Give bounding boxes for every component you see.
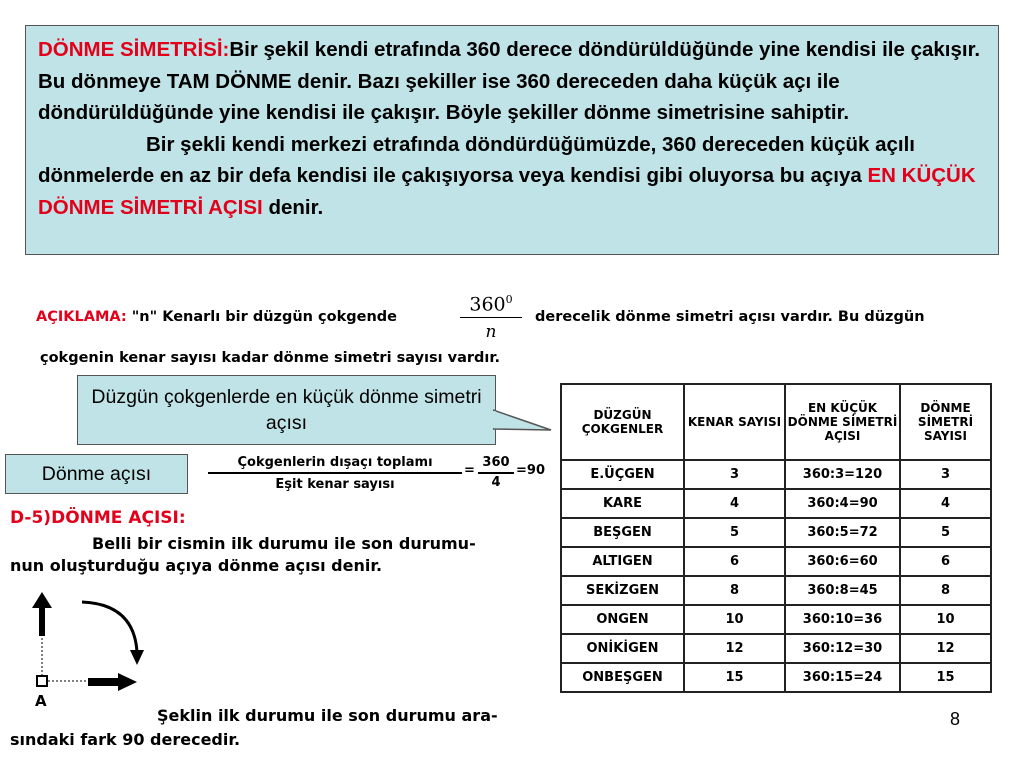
arrow-right-icon — [88, 673, 137, 691]
table-cell: 6 — [684, 547, 785, 576]
table-row — [561, 605, 991, 634]
table-cell: 360:10=36 — [785, 605, 900, 634]
fraction-numerator: $360^0$ — [469, 293, 513, 316]
formula-bar-2 — [478, 472, 514, 474]
table-cell: 5 — [684, 518, 785, 547]
table-cell: ALTIGEN — [561, 547, 684, 576]
header-polygons: DÜZGÜN ÇOKGENLER — [561, 384, 684, 460]
table-row — [561, 663, 991, 692]
section-line-4: sındaki fark 90 derecedir. — [10, 730, 241, 749]
table-cell: 5 — [900, 518, 991, 547]
table-cell: 360:15=24 — [785, 663, 900, 692]
definition-text-end: denir. — [268, 195, 324, 219]
table-cell: ONBEŞGEN — [561, 663, 684, 692]
arrow-up-icon — [32, 592, 52, 636]
definition-paragraph-1 — [38, 34, 988, 129]
table-cell: 15 — [684, 663, 785, 692]
table-row — [561, 460, 991, 489]
table-cell: 4 — [900, 489, 991, 518]
point-square — [37, 676, 47, 686]
table-row — [561, 489, 991, 518]
degree-superscript: 0 — [505, 293, 513, 306]
header-symmetry-count: DÖNME SİMETRİ SAYISI — [900, 384, 991, 460]
fraction-bar — [460, 317, 522, 318]
table-row — [561, 634, 991, 663]
explanation-fraction — [460, 285, 522, 343]
table-cell: 3 — [900, 460, 991, 489]
table-cell: 8 — [900, 576, 991, 605]
section-line-3: Şeklin ilk durumu ile son durumu ara- — [157, 706, 498, 725]
table-cell: KARE — [561, 489, 684, 518]
table-cell: 360:3=120 — [785, 460, 900, 489]
fraction-denominator: n — [485, 322, 497, 342]
table-cell: 8 — [684, 576, 785, 605]
table-cell: 12 — [900, 634, 991, 663]
table-row — [561, 518, 991, 547]
point-label: A — [35, 692, 47, 710]
curve-arrow-head-icon — [130, 650, 144, 665]
table-cell: 10 — [900, 605, 991, 634]
table-header-row — [561, 384, 991, 460]
section-title: D-5)DÖNME AÇISI: — [10, 508, 186, 528]
page-number: 8 — [950, 709, 961, 729]
table-cell: 3 — [684, 460, 785, 489]
table-cell: ONGEN — [561, 605, 684, 634]
rotation-diagram — [22, 590, 152, 700]
table-cell: 360:4=90 — [785, 489, 900, 518]
formula-num2: 360 — [482, 455, 510, 470]
formula-numerator: Çokgenlerin dışaçı toplamı — [237, 455, 433, 470]
formula-den2: 4 — [491, 475, 501, 490]
table-cell: 360:8=45 — [785, 576, 900, 605]
callout-pointer — [493, 407, 555, 437]
definition-text-1: Bir şekil kendi etrafında 360 derece döndürüldüğünde yine kendisi ile çakışır. Bu dönmeye TAM DÖNME denir. Bazı şekiller ise 360 dereceden daha küçük açı ile döndürüldüğünde yine kendisi ile çakışır. Böyle şekiller dönme simetrisine sahiptir. — [38, 38, 981, 124]
table-cell: BEŞGEN — [561, 518, 684, 547]
header-min-angle: EN KÜÇÜK DÖNME SİMETRİ AÇISI — [785, 384, 900, 460]
header-side-count: KENAR SAYISI — [684, 384, 785, 460]
rotation-curve — [82, 602, 137, 652]
table-row — [561, 576, 991, 605]
table-row — [561, 547, 991, 576]
formula-equals: = — [464, 463, 475, 478]
table-cell: 10 — [684, 605, 785, 634]
callout-rotation-angle: Dönme açısı — [5, 454, 188, 494]
table-cell: 12 — [684, 634, 785, 663]
definition-box — [25, 25, 999, 255]
explanation-label: AÇIKLAMA: — [36, 309, 127, 325]
table-cell: SEKİZGEN — [561, 576, 684, 605]
callout-min-angle: Düzgün çokgenlerde en küçük dönme simetri açısı — [77, 375, 496, 445]
table-cell: 15 — [900, 663, 991, 692]
explanation-text-before: "n" Kenarlı bir düzgün çokgende — [126, 309, 397, 325]
table-cell: ONİKİGEN — [561, 634, 684, 663]
table-cell: 6 — [900, 547, 991, 576]
formula-denominator: Eşit kenar sayısı — [275, 477, 395, 492]
definition-highlight: EN KÜÇÜK DÖNME SİMETRİ AÇISI — [38, 164, 976, 219]
explanation-line-2: çokgenin kenar sayısı kadar dönme simetri sayısı vardır. — [40, 350, 500, 366]
definition-text-2: Bir şekli kendi merkezi etrafında döndürdüğümüzde, 360 dereceden küçük açılı dönmelerde en az bir defa kendisi ile çakışıyorsa veya kendisi gibi oluyorsa bu açıya — [38, 132, 915, 187]
table-cell: 4 — [684, 489, 785, 518]
definition-title: DÖNME SİMETRİSİ: — [38, 38, 230, 61]
section-line-2: nun oluşturduğu açıya dönme açısı denir. — [10, 556, 383, 575]
table-cell: E.ÜÇGEN — [561, 460, 684, 489]
formula-bar — [208, 472, 462, 474]
polygon-table — [560, 383, 992, 693]
definition-paragraph-2 — [38, 129, 988, 224]
explanation-line-1 — [36, 309, 397, 325]
table-cell: 360:6=60 — [785, 547, 900, 576]
formula-result: =90 — [516, 463, 545, 478]
section-line-1: Belli bir cismin ilk durumu ile son durumu- — [92, 534, 476, 553]
explanation-text-after: derecelik dönme simetri açısı vardır. Bu düzgün — [535, 309, 925, 325]
table-cell: 360:12=30 — [785, 634, 900, 663]
table-cell: 360:5=72 — [785, 518, 900, 547]
